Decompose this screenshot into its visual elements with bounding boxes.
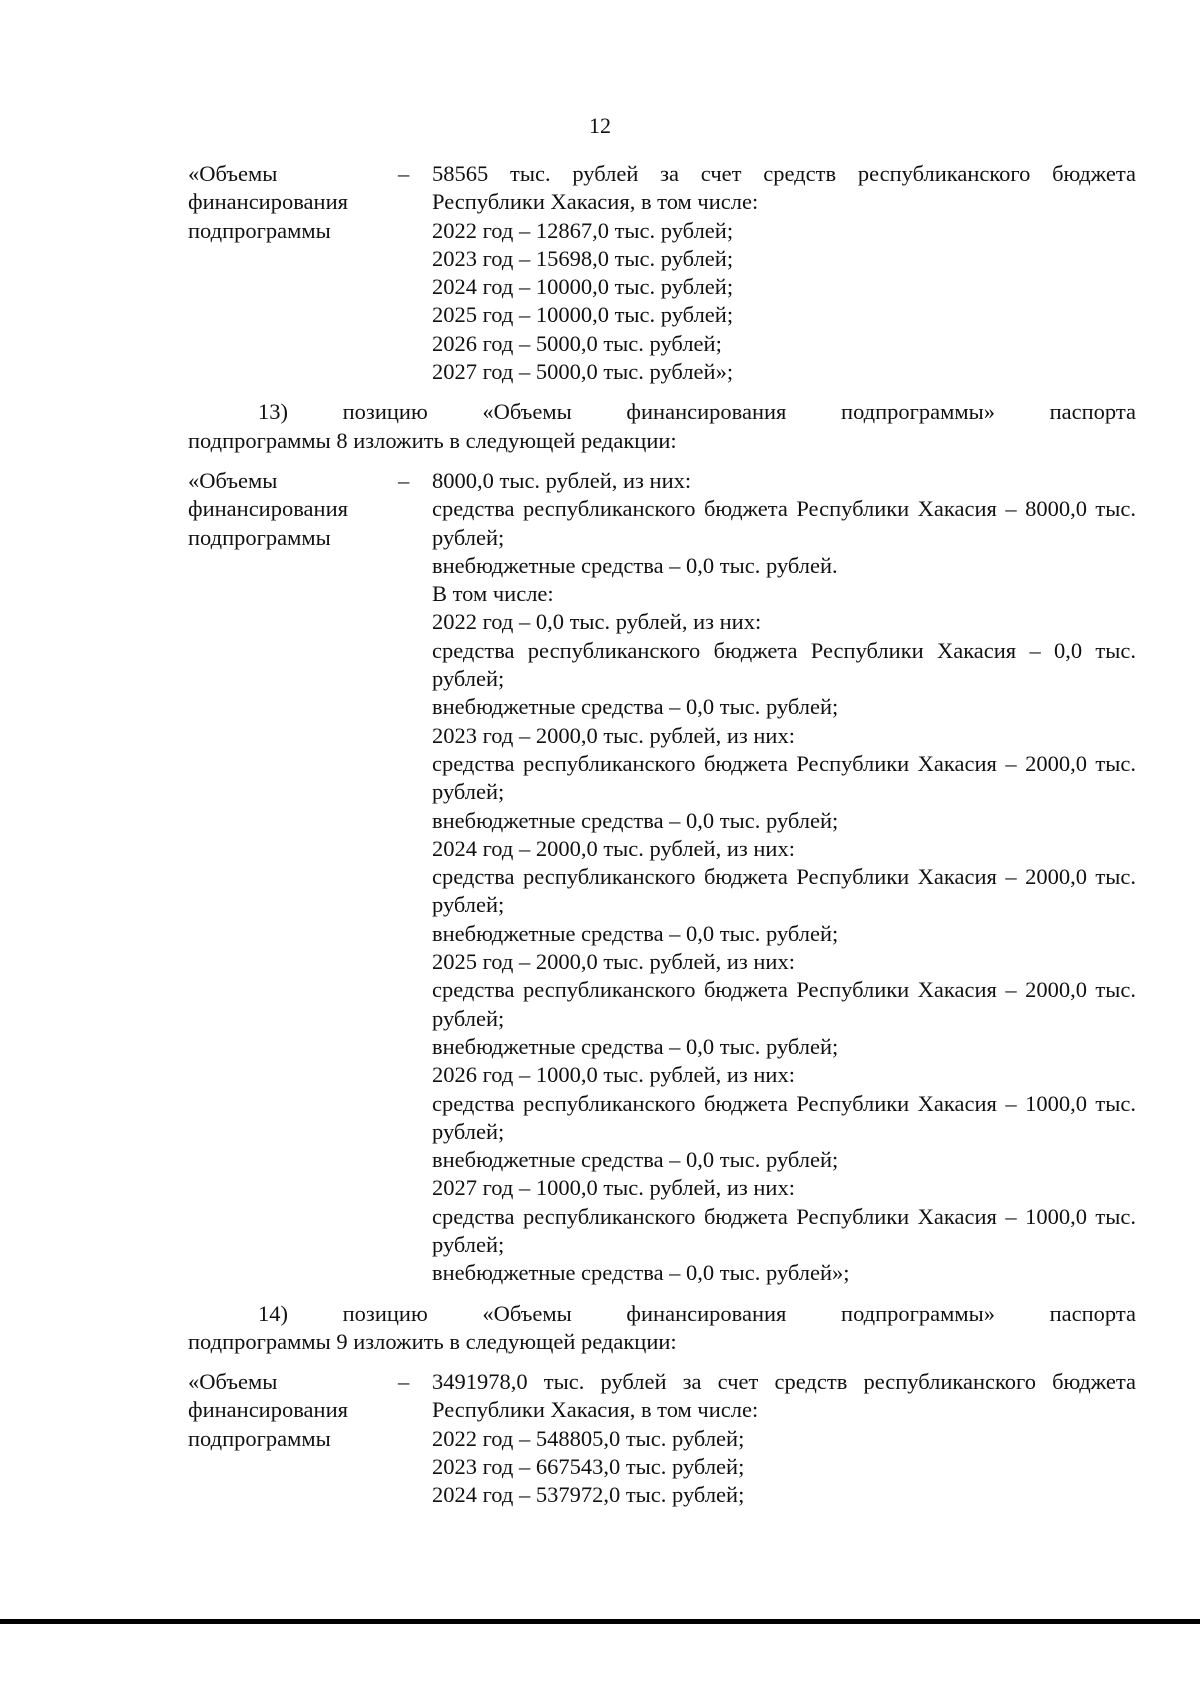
text-line: 3491978,0 тыс. рублей за счет средств республиканского бюджета Республики Хакасия, в том числе:	[432, 1369, 1136, 1423]
word: паспорта	[1049, 1300, 1136, 1326]
word: 13)	[258, 399, 288, 425]
paragraph-14	[188, 1300, 1136, 1357]
label-line: финансирования	[188, 189, 348, 215]
word: подпрограммы»	[841, 399, 995, 425]
text-line: 8000,0 тыс. рублей, из них:	[432, 467, 692, 493]
text-line: внебюджетные средства – 0,0 тыс. рублей;	[432, 807, 839, 833]
text-line: 2026 год – 5000,0 тыс. рублей;	[432, 330, 722, 356]
financing-text	[432, 160, 1136, 386]
financing-text	[432, 1368, 1136, 1509]
text-line: 2023 год – 2000,0 тыс. рублей, из них:	[432, 722, 795, 748]
word: финансирования	[626, 1300, 787, 1326]
dash: –	[398, 467, 410, 493]
text-line: средства республиканского бюджета Республики Хакасия – 1000,0 тыс. рублей;	[432, 1090, 1136, 1144]
label-line: «Объемы	[188, 161, 278, 186]
text-line: средства республиканского бюджета Республики Хакасия – 2000,0 тыс. рублей;	[432, 864, 1136, 918]
financing-text	[432, 467, 1136, 1288]
word: 14)	[258, 1300, 288, 1326]
text-line: внебюджетные средства – 0,0 тыс. рублей;	[432, 1147, 839, 1173]
financing-label	[188, 160, 398, 245]
word: финансирования	[626, 399, 787, 425]
word: паспорта	[1049, 399, 1136, 425]
financing-block-subprogram-9	[188, 1368, 1136, 1509]
text-line: внебюджетные средства – 0,0 тыс. рублей»;	[432, 1260, 850, 1286]
text-line: 58565 тыс. рублей за счет средств республиканского бюджета Республики Хакасия, в том числе:	[432, 161, 1136, 215]
label-line: подпрограммы	[188, 217, 331, 243]
text-line: 2023 год – 667543,0 тыс. рублей;	[432, 1454, 745, 1480]
financing-label	[188, 1368, 398, 1453]
dash: –	[398, 1369, 410, 1395]
text-line: 2027 год – 5000,0 тыс. рублей»;	[432, 359, 734, 385]
text-line: средства республиканского бюджета Республики Хакасия – 1000,0 тыс. рублей;	[432, 1203, 1136, 1257]
text-line: 2022 год – 12867,0 тыс. рублей;	[432, 217, 734, 243]
financing-label	[188, 467, 398, 552]
word: позицию	[342, 399, 428, 425]
text-line: 2022 год – 548805,0 тыс. рублей;	[432, 1425, 745, 1451]
text-line: 2027 год – 1000,0 тыс. рублей, из них:	[432, 1175, 795, 1201]
text-line: средства республиканского бюджета Республики Хакасия – 2000,0 тыс. рублей;	[432, 977, 1136, 1031]
label-line: финансирования	[188, 496, 348, 522]
text-line: 2024 год – 10000,0 тыс. рублей;	[432, 274, 734, 300]
dash: –	[398, 161, 410, 186]
word: позицию	[342, 1300, 428, 1326]
text-line: средства республиканского бюджета Республики Хакасия – 0,0 тыс. рублей;	[432, 637, 1136, 692]
text-line: 2026 год – 1000,0 тыс. рублей, из них:	[432, 1062, 795, 1088]
financing-block-subprogram-8	[188, 467, 1136, 1288]
word: «Объемы	[482, 399, 572, 425]
text-line: 2024 год – 2000,0 тыс. рублей, из них:	[432, 835, 795, 861]
bottom-rule	[0, 1619, 1200, 1624]
paragraph-13	[188, 398, 1136, 455]
text-line: 2025 год – 10000,0 тыс. рублей;	[432, 302, 734, 328]
text-line: внебюджетные средства – 0,0 тыс. рублей;	[432, 920, 839, 946]
text-line: 2024 год – 537972,0 тыс. рублей;	[432, 1482, 745, 1508]
paragraph-continuation: подпрограммы 8 изложить в следующей редакции:	[188, 427, 677, 453]
text-line: 2025 год – 2000,0 тыс. рублей, из них:	[432, 949, 795, 975]
word: «Объемы	[482, 1300, 572, 1326]
document-content	[188, 160, 1136, 1510]
text-line: 2022 год – 0,0 тыс. рублей, из них:	[432, 609, 762, 635]
label-line: «Объемы	[188, 1369, 278, 1395]
text-line: внебюджетные средства – 0,0 тыс. рублей;	[432, 694, 839, 720]
word: подпрограммы»	[841, 1300, 995, 1326]
text-line: средства республиканского бюджета Республики Хакасия – 8000,0 тыс. рублей;	[432, 496, 1136, 550]
label-line: финансирования	[188, 1397, 348, 1423]
text-line: внебюджетные средства – 0,0 тыс. рублей.	[432, 552, 838, 578]
label-line: подпрограммы	[188, 524, 331, 550]
text-line: средства республиканского бюджета Республики Хакасия – 2000,0 тыс. рублей;	[432, 750, 1136, 805]
page-number: 12	[589, 113, 611, 138]
text-line: внебюджетные средства – 0,0 тыс. рублей;	[432, 1033, 839, 1059]
text-line: В том числе:	[432, 581, 554, 607]
label-line: «Объемы	[188, 467, 278, 493]
label-line: подпрограммы	[188, 1425, 331, 1451]
paragraph-continuation: подпрограммы 9 изложить в следующей редакции:	[188, 1328, 677, 1354]
financing-block-subprogram-7	[188, 160, 1136, 386]
text-line: 2023 год – 15698,0 тыс. рублей;	[432, 245, 734, 271]
